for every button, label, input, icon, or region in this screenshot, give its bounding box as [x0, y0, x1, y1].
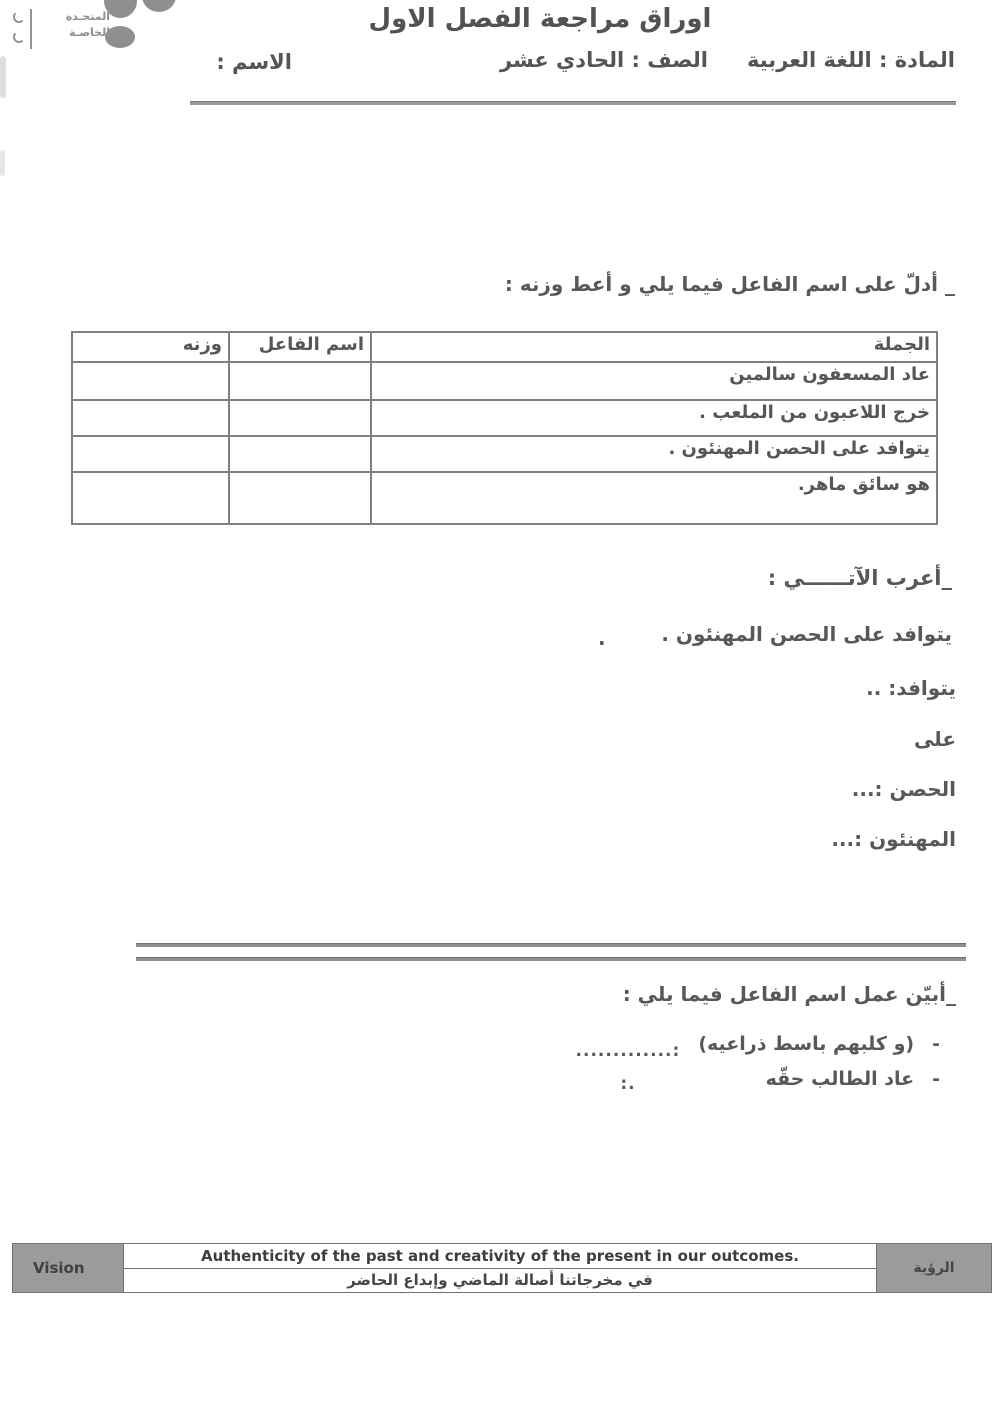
section-divider-line	[136, 957, 966, 961]
logo-bracket-icon	[14, 9, 32, 49]
table-row	[72, 472, 937, 524]
column-header-sentence: الجملة	[371, 332, 937, 362]
grade-label: الصف : الحادي عشر	[499, 48, 708, 72]
participle-answer-cell	[229, 436, 371, 472]
participle-answer-cell	[229, 472, 371, 524]
column-header-participle: اسم الفاعل	[229, 332, 371, 362]
answer-dots: .:	[620, 1074, 636, 1094]
vision-footer-bar	[12, 1243, 992, 1293]
bullet-dash: -	[932, 1033, 940, 1055]
sentence-cell: يتوافد على الحصن المهنئون .	[371, 436, 937, 472]
sentence-cell: خرج اللاعبون من الملعب .	[371, 400, 937, 436]
pattern-answer-cell	[72, 400, 229, 436]
table-row	[72, 362, 937, 400]
page-title: اوراق مراجعة الفصل الاول	[368, 4, 712, 34]
parse-line-alhisn: الحصن :...	[851, 777, 956, 801]
column-header-pattern: وزنه	[72, 332, 229, 362]
logo-school-name-line1: المتحـدة	[65, 10, 110, 23]
vision-motto-english: Authenticity of the past and creativity of the present in our outcomes.	[124, 1244, 876, 1269]
list-item-text: عاد الطالب حقّه	[765, 1068, 915, 1090]
list-item	[575, 1033, 940, 1061]
vision-motto-box	[124, 1243, 876, 1293]
section3-instruction: _أبيّن عمل اسم الفاعل فيما يلي :	[622, 982, 956, 1006]
pattern-answer-cell	[72, 436, 229, 472]
section-divider-line	[136, 943, 966, 947]
stray-period: .	[598, 626, 606, 650]
logo-school-name	[52, 9, 110, 41]
pattern-answer-cell	[72, 472, 229, 524]
table-row	[72, 400, 937, 436]
parse-line-almuhaniun: المهنئون :...	[831, 827, 956, 851]
scan-smudge	[0, 150, 5, 176]
answer-dots: :.............	[575, 1041, 681, 1061]
participle-answer-cell	[229, 362, 371, 400]
bullet-dash: -	[932, 1068, 940, 1090]
vision-motto-arabic: في مخرجاتنا أصالة الماضي وإبداع الحاضر	[347, 1271, 653, 1290]
participle-answer-cell	[229, 400, 371, 436]
sentence-cell: هو سائق ماهر.	[371, 472, 937, 524]
participle-table	[71, 331, 938, 525]
sentence-cell: عاد المسعفون سالمين	[371, 362, 937, 400]
table-row	[72, 436, 937, 472]
vision-label-ar: الرؤية	[876, 1243, 992, 1293]
list-item-text: (و كلبهم باسط ذراعيه)	[698, 1033, 915, 1055]
vision-label-en: Vision	[12, 1243, 124, 1293]
table-header-row	[72, 332, 937, 362]
pattern-answer-cell	[72, 362, 229, 400]
student-name-label: الاسم :	[216, 50, 292, 74]
parse-line-ala: على	[913, 727, 956, 751]
list-item	[620, 1068, 940, 1094]
section2-sentence: يتوافد على الحصن المهنئون .	[661, 622, 952, 646]
logo-school-name-line2: الخاصـة	[68, 26, 110, 39]
section1-instruction: _ أدلّ على اسم الفاعل فيما يلي و أعط وزنه :	[504, 272, 955, 296]
section2-instruction: _أعرب الآتــــــي :	[767, 566, 952, 590]
subject-label: المادة : اللغة العربية	[747, 48, 955, 72]
header-divider	[190, 101, 956, 105]
parse-line-yatawafad: يتوافد: ..	[866, 676, 956, 700]
scan-smudge	[0, 56, 6, 98]
